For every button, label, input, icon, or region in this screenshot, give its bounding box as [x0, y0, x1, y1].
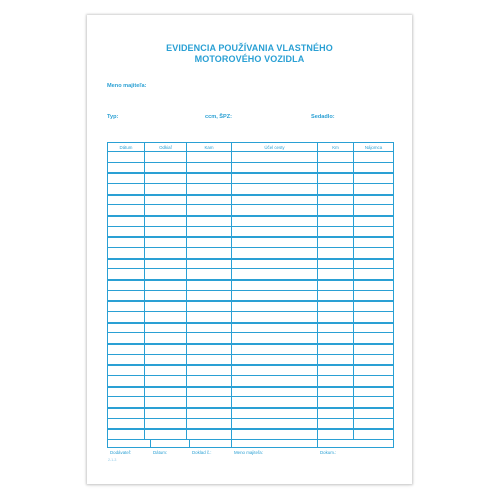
row-divider	[108, 215, 393, 217]
row-divider	[108, 343, 393, 345]
footer-doc-number: Doklad č.:	[192, 450, 212, 455]
row-divider	[108, 204, 393, 205]
form-code: 2-1-3	[108, 458, 117, 462]
footer-divider-vertical	[231, 439, 232, 447]
column-divider	[317, 143, 318, 439]
row-divider	[108, 396, 393, 397]
row-divider	[108, 364, 393, 366]
row-divider	[108, 428, 393, 430]
footer-document: Dokum.:	[320, 450, 337, 455]
column-header-date: Dátum	[119, 145, 133, 150]
row-divider	[108, 236, 393, 238]
header-divider	[108, 151, 393, 152]
ccm-spz-label: ccm, ŠPZ:	[205, 114, 233, 120]
footer-owner-name: Meno majiteľa:	[234, 450, 263, 455]
row-divider	[108, 375, 393, 376]
row-divider	[108, 247, 393, 248]
row-divider	[108, 258, 393, 260]
column-header-purpose: Účel cesty	[264, 145, 285, 150]
row-divider	[108, 322, 393, 324]
footer-divider-vertical	[189, 439, 190, 447]
row-divider	[108, 300, 393, 302]
footer-date: Dátum:	[153, 450, 168, 455]
seats-label: Sedadlo:	[311, 114, 335, 120]
row-divider	[108, 332, 393, 333]
row-divider	[108, 183, 393, 184]
row-divider	[108, 290, 393, 291]
row-divider	[108, 268, 393, 269]
column-header-km: Km	[332, 145, 339, 150]
row-divider	[108, 226, 393, 227]
form-title-line-1: EVIDENCIA POUŽÍVANIA VLASTNÉHO	[166, 43, 333, 53]
row-divider	[108, 194, 393, 196]
row-divider	[108, 162, 393, 163]
column-divider	[144, 143, 145, 439]
form-sheet	[87, 15, 412, 484]
row-divider	[108, 386, 393, 388]
footer-divider-vertical	[317, 439, 318, 447]
row-divider	[108, 418, 393, 419]
column-header-from: Odkiaľ	[159, 145, 172, 150]
row-divider	[108, 311, 393, 312]
row-divider	[108, 407, 393, 409]
row-divider	[108, 172, 393, 174]
type-label: Typ:	[107, 114, 119, 120]
row-divider	[108, 354, 393, 355]
footer-divider-vertical	[150, 439, 151, 447]
column-header-tenant: Nájomca	[364, 145, 383, 150]
owner-label: Meno majiteľa:	[107, 83, 147, 89]
form-title-line-2: MOTOROVÉHO VOZIDLA	[194, 54, 305, 64]
trip-log-table	[107, 142, 394, 455]
column-divider	[353, 143, 354, 439]
column-header-to: Kam	[204, 145, 214, 150]
column-divider	[186, 143, 187, 439]
row-divider	[108, 279, 393, 281]
footer-supplier: Dodávateľ:	[110, 450, 132, 455]
column-divider	[231, 143, 232, 439]
